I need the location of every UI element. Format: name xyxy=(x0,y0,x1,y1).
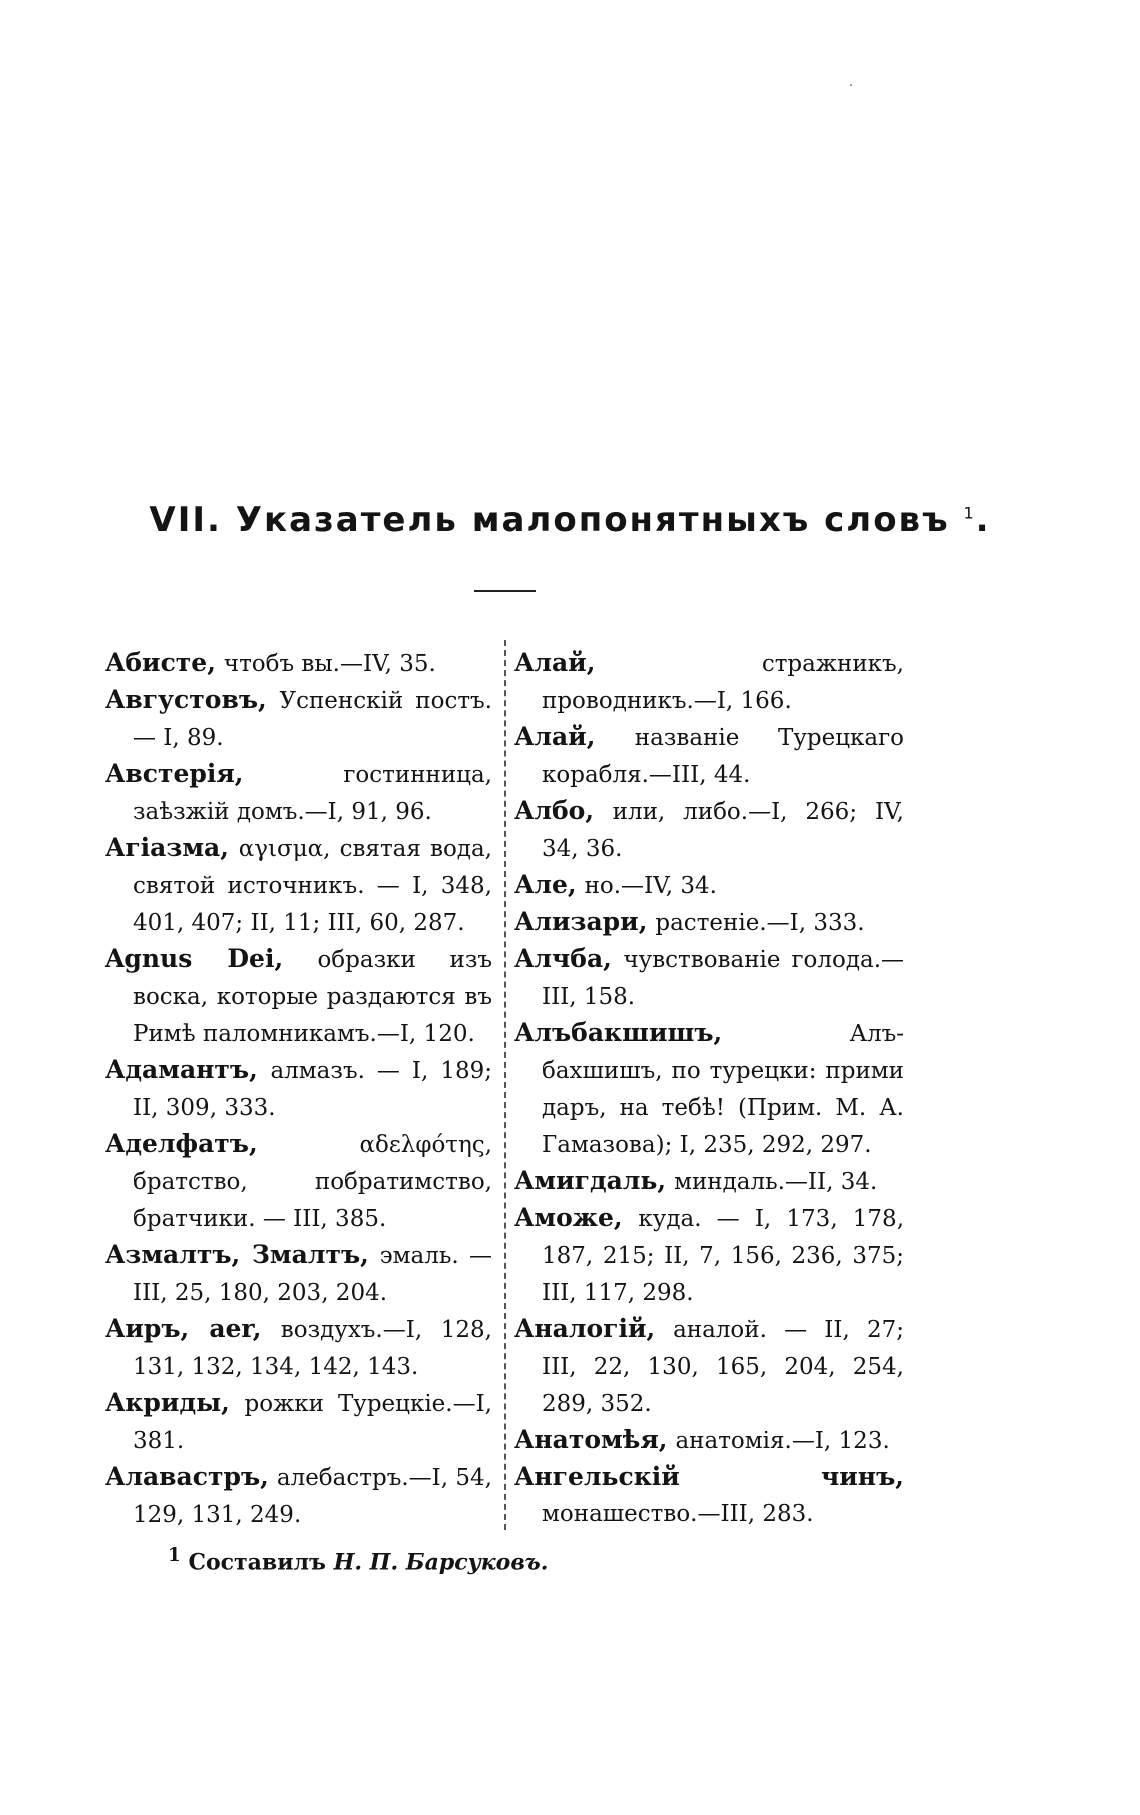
entry-headword: Анатомѣя, xyxy=(514,1425,668,1454)
entry-headword: Адамантъ, xyxy=(105,1055,258,1084)
entry-headword: Алчба, xyxy=(514,944,612,973)
index-entry xyxy=(105,1459,492,1533)
index-entry xyxy=(514,904,904,941)
entry-gloss: стражникъ, проводникъ.—I, 166. xyxy=(542,651,904,714)
index-entry xyxy=(105,682,492,756)
index-entry xyxy=(514,1459,904,1532)
entry-headword: Азмалтъ, Змалтъ, xyxy=(105,1240,369,1269)
entry-headword: Аналогій, xyxy=(514,1314,656,1343)
entry-gloss: гостинница, заѣзжій домъ.—I, 91, 96. xyxy=(133,762,492,825)
entry-headword: Аиръ, aer, xyxy=(105,1314,262,1343)
footnote xyxy=(168,1545,548,1575)
index-entry xyxy=(514,941,904,1015)
entry-gloss: растеніе.—I, 333. xyxy=(655,910,865,936)
entry-headword: Ангельскій чинъ, xyxy=(514,1462,904,1491)
index-entry xyxy=(514,1422,904,1459)
index-entry xyxy=(105,1052,492,1126)
index-entry xyxy=(105,830,492,941)
title-text: VII. Указатель малопонятныхъ словъ xyxy=(149,500,950,540)
entry-headword: Алъбакшишъ, xyxy=(514,1018,723,1047)
entry-headword: Августовъ, xyxy=(105,685,267,714)
entry-gloss: воздухъ.—I, 128, 131, 132, 134, 142, 143. xyxy=(133,1317,492,1380)
entry-gloss: монашество.—III, 283. xyxy=(542,1501,814,1527)
index-entry xyxy=(514,1311,904,1422)
entry-headword: Абисте, xyxy=(105,648,216,677)
index-entry xyxy=(105,1311,492,1385)
entry-headword: Аделфатъ, xyxy=(105,1129,258,1158)
entry-gloss: миндаль.—II, 34. xyxy=(674,1169,878,1195)
footnote-author: Н. П. Барсуковъ. xyxy=(333,1549,549,1576)
entry-gloss: аналой. — II, 27; III, 22, 130, 165, 204, 254, 289, 352. xyxy=(542,1317,904,1417)
index-entry xyxy=(514,645,904,719)
entry-gloss: Алъ-бахшишъ, по турецки: прими даръ, на тебѣ! (Прим. М. А. Гамазова); I, 235, 292, 297. xyxy=(542,1021,904,1158)
entry-gloss: Успенскій постъ. — I, 89. xyxy=(133,688,492,751)
entry-headword: Австерія, xyxy=(105,759,244,788)
index-entry xyxy=(105,1126,492,1237)
entry-gloss: чтобъ вы.—IV, 35. xyxy=(223,651,436,677)
entry-gloss: αγισμα, святая вода, святой источникъ. — I, 348, 401, 407; II, 11; III, 60, 287. xyxy=(133,836,492,936)
entry-gloss: чувствованіе голода.— III, 158. xyxy=(542,947,904,1010)
entry-headword: Акриды, xyxy=(105,1388,230,1417)
entry-gloss: но.—IV, 34. xyxy=(584,873,717,899)
scan-speck xyxy=(850,84,852,86)
index-entry xyxy=(105,941,492,1052)
entry-gloss: названіе Турецкаго корабля.—III, 44. xyxy=(542,725,905,788)
entry-headword: Але, xyxy=(514,870,577,899)
entry-headword: Албо, xyxy=(514,796,595,825)
index-entry xyxy=(105,645,492,682)
entry-headword: Агіазма, xyxy=(105,833,229,862)
entry-headword: Алай, xyxy=(514,722,596,751)
entry-gloss: рожки Турецкіе.—I, 381. xyxy=(133,1391,492,1454)
left-column xyxy=(105,645,492,1533)
entry-gloss: анатомія.—I, 123. xyxy=(675,1428,890,1454)
title-rule xyxy=(474,590,536,592)
entry-headword: Agnus Dei, xyxy=(105,944,284,973)
column-divider xyxy=(504,640,506,1530)
entry-gloss: или, либо.—I, 266; IV, 34, 36. xyxy=(542,799,904,862)
index-entry xyxy=(514,719,904,793)
index-entry xyxy=(514,1200,904,1311)
index-entry xyxy=(105,1385,492,1459)
entry-gloss: куда. — I, 173, 178, 187, 215; II, 7, 156, 236, 375; III, 117, 298. xyxy=(542,1206,905,1306)
index-entry xyxy=(514,1015,904,1163)
entry-headword: Ализари, xyxy=(514,907,648,936)
index-entry xyxy=(514,867,904,904)
title-footnote-mark: 1 xyxy=(963,503,976,523)
page-title xyxy=(0,500,1140,540)
entry-gloss: эмаль. — III, 25, 180, 203, 204. xyxy=(133,1243,492,1306)
footnote-mark: 1 xyxy=(168,1545,181,1566)
entry-gloss: αδελφότης, братство, побратимство, братчики. — III, 385. xyxy=(133,1132,492,1232)
index-entry xyxy=(105,756,492,830)
footnote-lead: Составилъ xyxy=(188,1549,326,1576)
entry-headword: Аможе, xyxy=(514,1203,623,1232)
entry-headword: Амигдаль, xyxy=(514,1166,667,1195)
right-column xyxy=(514,645,904,1532)
index-entry xyxy=(514,793,904,867)
entry-headword: Алай, xyxy=(514,648,596,677)
entry-headword: Алавастръ, xyxy=(105,1462,269,1491)
index-entry xyxy=(514,1163,904,1200)
entry-gloss: алебастръ.—I, 54, 129, 131, 249. xyxy=(133,1465,492,1528)
entry-gloss: алмазъ. — I, 189; II, 309, 333. xyxy=(133,1058,492,1121)
index-entry xyxy=(105,1237,492,1311)
entry-gloss: образки изъ воска, которые раздаются въ Римѣ паломникамъ.—I, 120. xyxy=(133,947,492,1047)
title-end: . xyxy=(975,500,991,540)
